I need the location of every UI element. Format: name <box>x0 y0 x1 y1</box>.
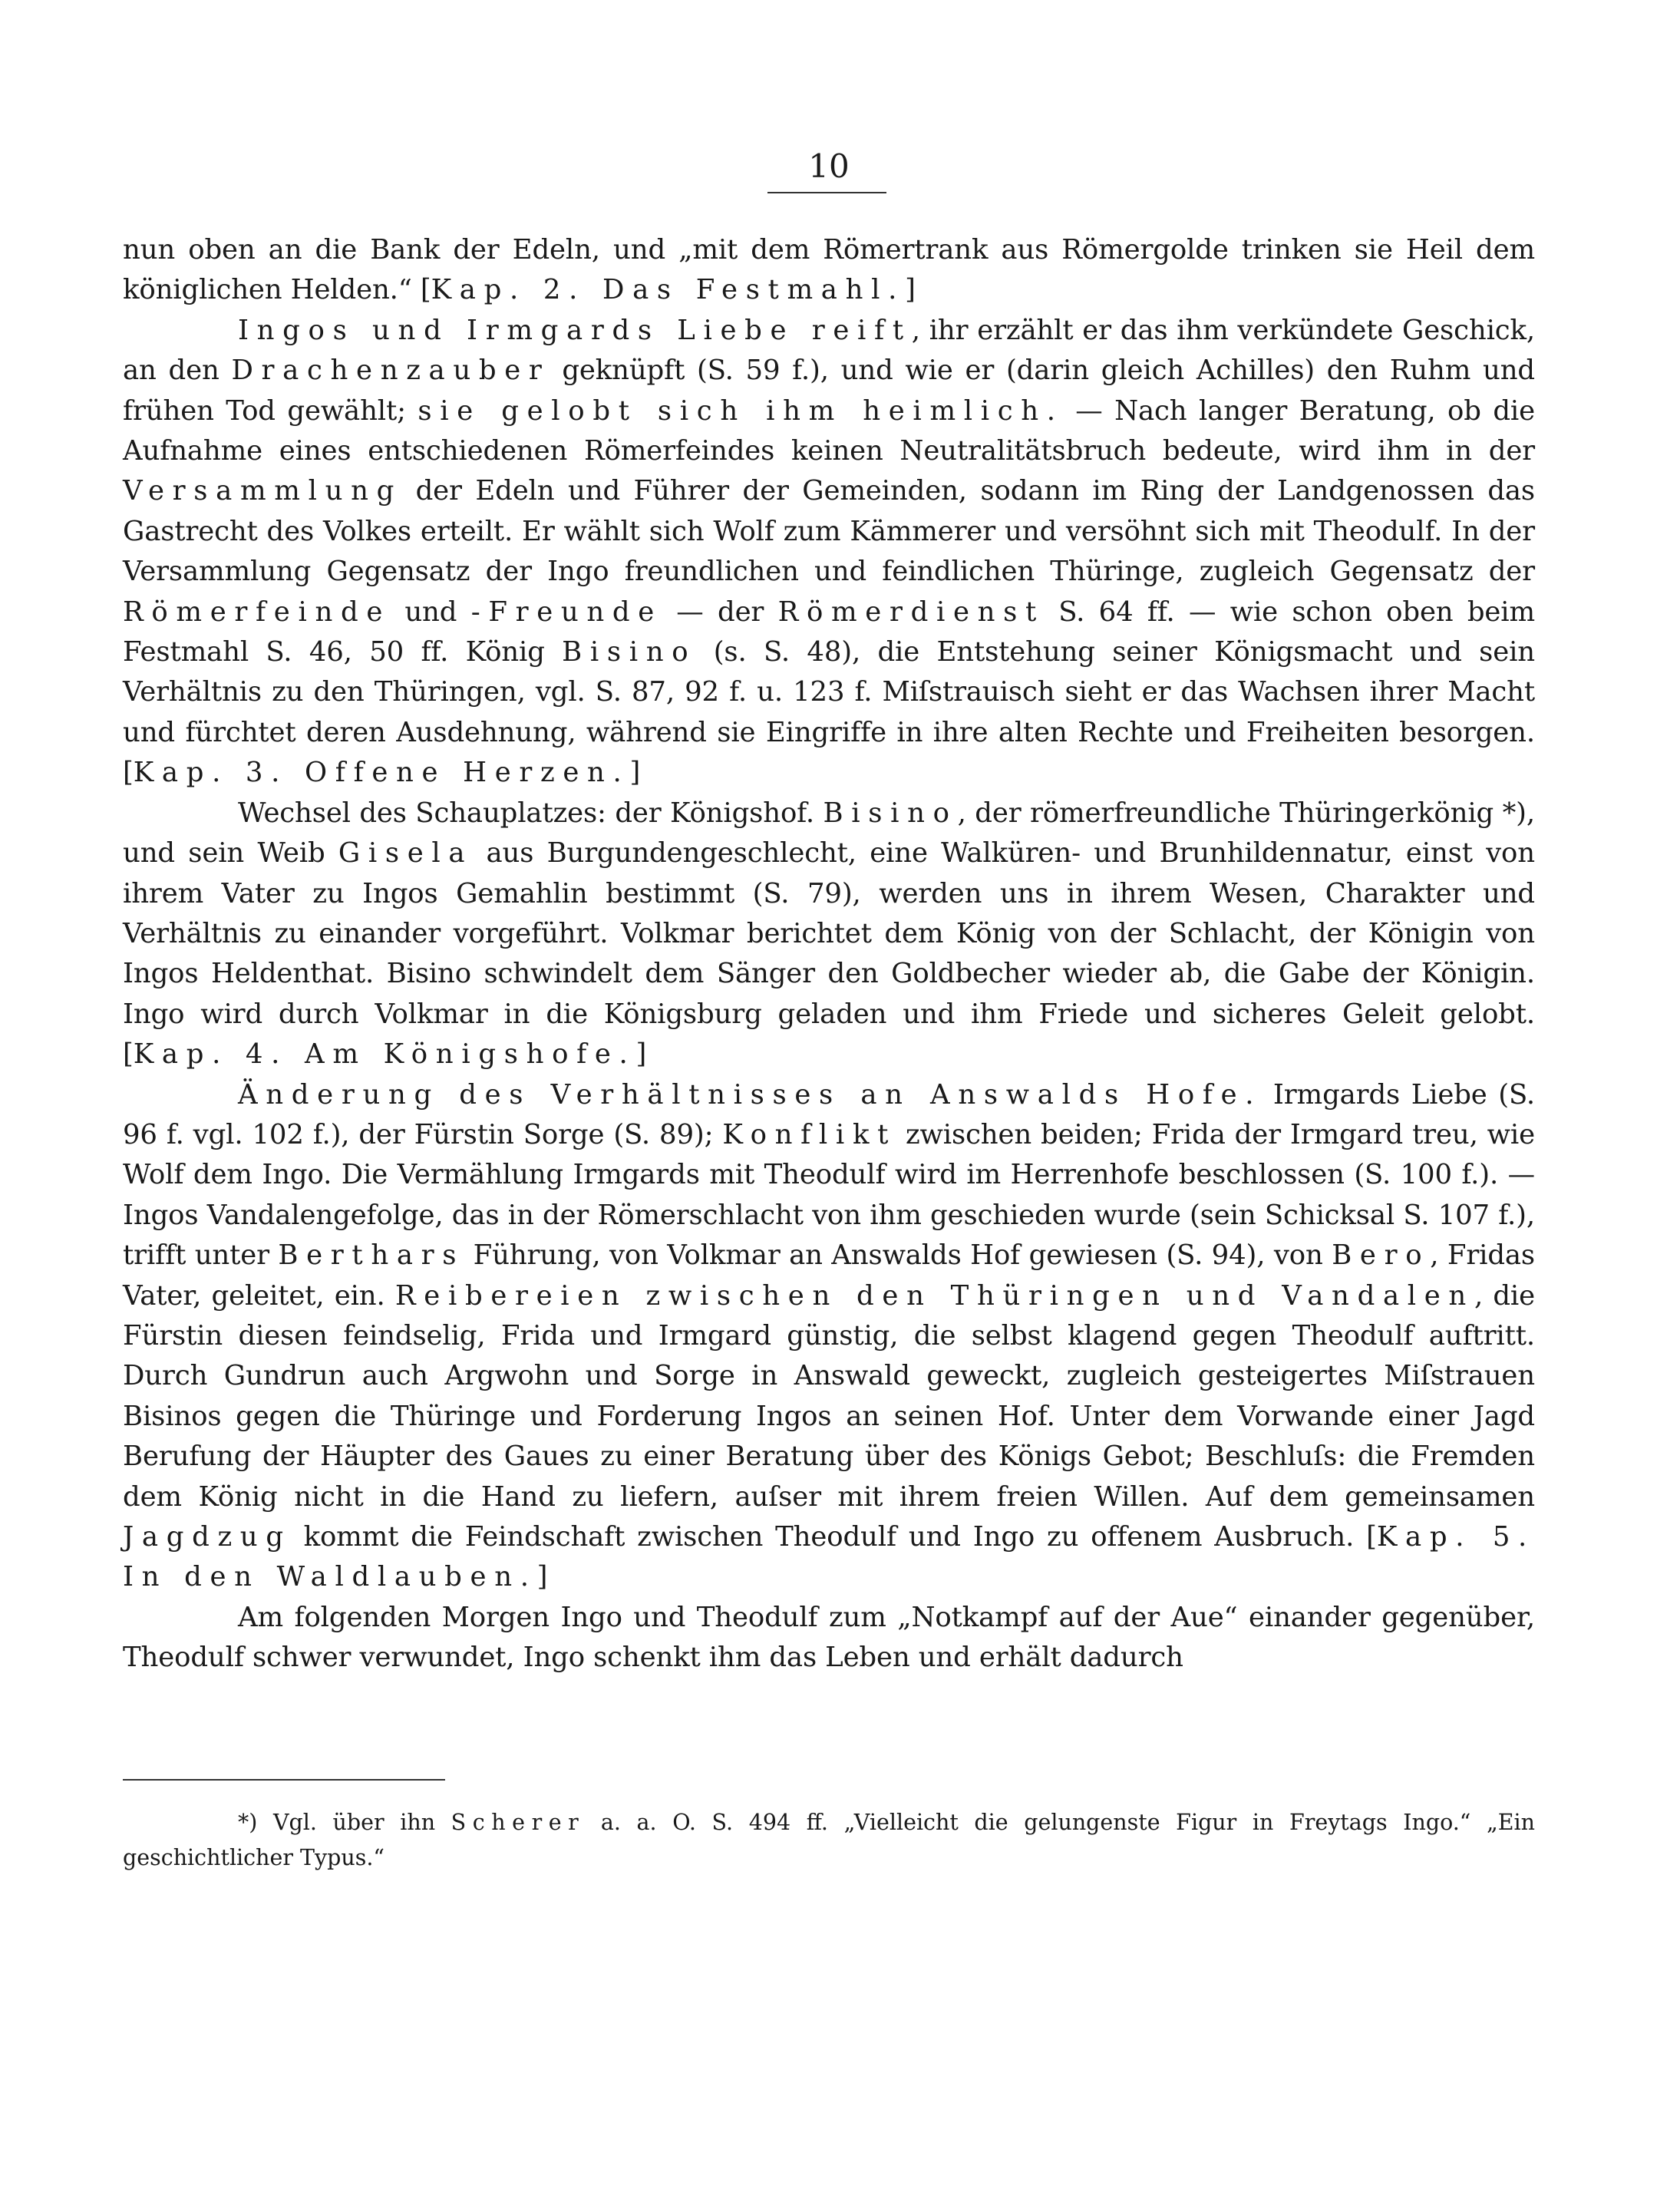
emphasis: Bisino <box>562 636 697 668</box>
paragraph-3 <box>123 794 1535 1075</box>
emphasis: Jagdzug <box>123 1521 292 1553</box>
emphasis: sie gelobt sich ihm heimlich. <box>418 394 1064 427</box>
emphasis: Bisino <box>823 797 958 829</box>
footnote-text <box>123 1805 1535 1876</box>
page-number: 10 <box>808 147 850 185</box>
text-run: a. a. O. S. 494 ff. „Vielleicht die gelungenste Figur in Freytags Ingo.“ „Ein geschichtlicher Typus.“ <box>123 1810 1535 1870</box>
text-run: *) Vgl. über ihn <box>238 1810 451 1835</box>
text-run: Irmgards Liebe (S. 96 f. vgl. 102 f.), der Fürstin Sorge (S. 89); <box>123 1078 1535 1150</box>
footnote-rule <box>123 1779 445 1781</box>
emphasis: Gisela <box>338 837 474 870</box>
footnote <box>123 1805 1535 1876</box>
text-run: kommt die Feindschaft zwischen Theodulf und Ingo zu offenem Ausbruch. [ <box>291 1521 1377 1553</box>
paragraph-2 <box>123 311 1535 794</box>
emphasis: Ingos und Irmgards Liebe reift <box>238 314 912 346</box>
text-run: und <box>391 596 471 628</box>
emphasis: Römerdienst <box>777 596 1045 628</box>
text-run: — Nach langer Beratung, ob die Aufnahme eines entschiedenen Römerfeindes keinen Neutralitätsbruch bedeute, wird ihm in der <box>123 394 1535 467</box>
text-run: , der römerfreundliche Thüringerkönig *), und sein Weib <box>123 797 1535 870</box>
chapter-reference: Kap. 4. Am Königshofe. <box>133 1038 636 1071</box>
text-run: ] <box>905 274 916 306</box>
text-run: nun oben an die Bank der Edeln, und „mit dem Römertrank aus Römergolde trinken sie Heil dem königlichen Helden.“ [ <box>123 234 1535 306</box>
text-run: ] <box>536 1561 548 1593</box>
text-run: (s. S. 48), die Entstehung seiner Königsmacht und sein Verhältnis zu den Thüringen, vgl. S. 87, 92 f. u. 123 f. Miſstrauisch sieht er das Wachsen ihrer Macht und fürchtet deren Ausdehnung, während sie Eingriffe in ihre alten Rechte und Freiheiten besorgen. [ <box>123 636 1535 789</box>
emphasis: Versammlung <box>123 475 403 507</box>
text-run: ] <box>635 1038 647 1071</box>
text-run: S. 64 ff. — wie schon oben beim Festmahl S. 46, 50 ff. König <box>123 596 1535 668</box>
chapter-reference: Kap. 3. Offene Herzen. <box>133 757 630 789</box>
chapter-reference: Kap. 2. Das Festmahl. <box>431 274 906 306</box>
text-run: , die Fürstin diesen feindselig, Frida und Irmgard günstig, die selbst klagend gegen Theodulf auftritt. Durch Gundrun auch Argwohn und Sorge in Answald geweckt, zugleich gesteigertes Miſstrauen Bisinos gegen die Thüringe und Forderung Ingos an seinen Hof. Unter dem Vorwande einer Jagd Berufung der Häupter des Gaues zu einer Beratung über des Königs Gebot; Beschluſs: die Fremden dem König nicht in die Hand zu liefern, auſser mit ihrem freien Willen. Auf dem gemeinsamen <box>123 1279 1535 1513</box>
text-run: zwischen beiden; Frida der Irmgard treu, wie Wolf dem Ingo. Die Vermählung Irmgards mit Theodulf wird im Herrenhofe beschlossen (S. 100 f.). — Ingos Vandalengefolge, das in der Römerschlacht von ihm geschieden wurde (sein Schicksal S. 107 f.), trifft unter <box>123 1118 1535 1272</box>
paragraph-1 <box>123 230 1535 311</box>
emphasis: Reibereien zwischen den Thüringen und Vandalen <box>394 1279 1474 1312</box>
emphasis: Änderung des Verhältnisses an Answalds Hofe. <box>238 1078 1262 1111</box>
text-run: aus Burgundengeschlecht, eine Walküren- und Brunhildennatur, einst von ihrem Vater zu Ingos Gemahlin bestimmt (S. 79), werden uns in ihrem Wesen, Charakter und Verhältnis zu einander vorgeführt. Volkmar berichtet dem König von der Schlacht, der Königin von Ingos Heldenthat. Bisino schwindelt dem Sänger den Goldbecher wieder ab, die Gabe der Königin. Ingo wird durch Volkmar in die Königsburg geladen und ihm Friede und sicheres Geleit gelobt. [ <box>123 837 1535 1071</box>
text-run: Am folgenden Morgen Ingo und Theodulf zum „Notkampf auf der Aue“ einander gegenüber, Theodulf schwer verwundet, Ingo schenkt ihm das Leben und erhält dadurch <box>123 1601 1535 1674</box>
text-run: , ihr erzählt er das ihm verkündete Geschick, an den <box>123 314 1535 387</box>
emphasis: Drachenzauber <box>231 355 550 387</box>
main-text <box>123 230 1535 1678</box>
emphasis: Berthars <box>278 1239 465 1272</box>
page-number-rule <box>767 192 886 193</box>
text-run: der Edeln und Führer der Gemeinden, sodann im Ring der Landgenossen das Gastrecht des Volkes erteilt. Er wählt sich Wolf zum Kämmerer und versöhnt sich mit Theodulf. In der Versammlung Gegensatz der Ingo freundlichen und feindlichen Thüringe, zugleich Gegensatz der <box>123 475 1535 588</box>
text-run: Führung, von Volkmar an Answalds Hof gewiesen (S. 94), von <box>464 1239 1332 1272</box>
text-run: , Fridas Vater, geleitet, ein. <box>123 1239 1536 1312</box>
emphasis: Bero <box>1332 1239 1431 1272</box>
paragraph-5 <box>123 1598 1535 1678</box>
emphasis: Scherer <box>451 1810 586 1835</box>
emphasis: -Freunde <box>470 596 662 628</box>
text-run: ] <box>629 757 641 789</box>
chapter-reference: Kap. 5. In den Waldlauben. <box>123 1521 1535 1593</box>
emphasis: Konflikt <box>722 1118 897 1150</box>
emphasis: Römerfeinde <box>123 596 391 628</box>
text-run: Wechsel des Schauplatzes: der Königshof. <box>238 797 823 829</box>
text-run: geknüpft (S. 59 f.), und wie er (darin gleich Achilles) den Ruhm und frühen Tod gewählt; <box>123 355 1535 427</box>
paragraph-4 <box>123 1075 1535 1598</box>
text-run: — der <box>662 596 778 628</box>
